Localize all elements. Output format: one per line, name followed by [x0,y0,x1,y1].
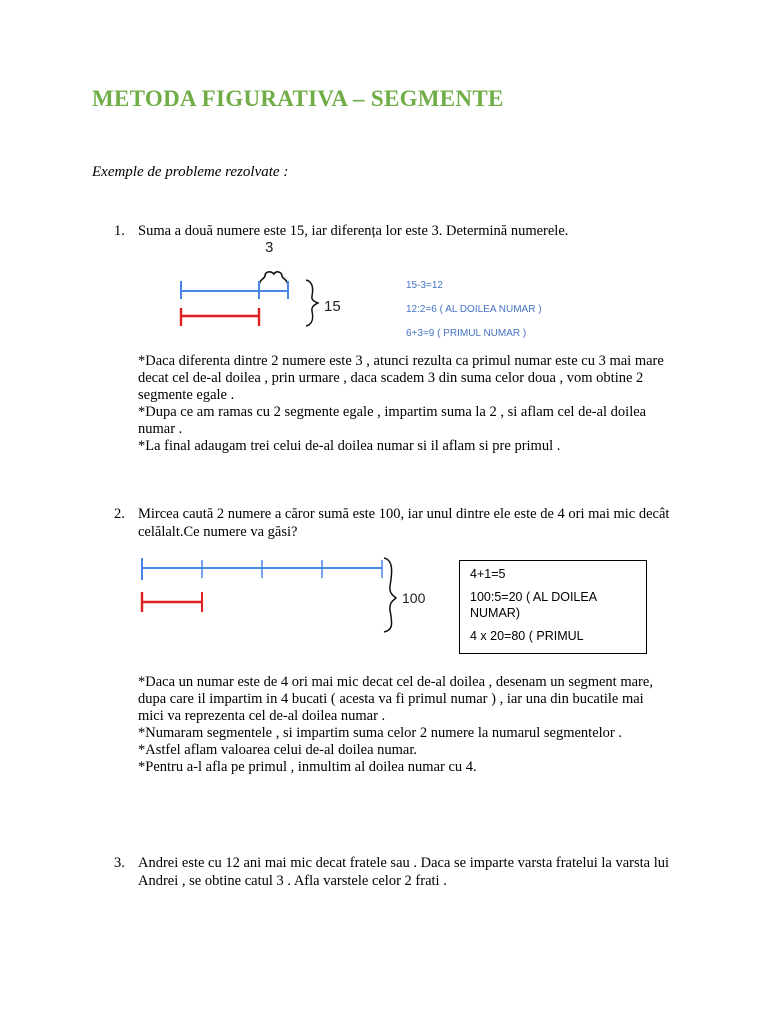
problem-1-statement: Suma a două numere este 15, iar diferența lor este 3. Determină numerele. [138,223,569,239]
problem-2-segment-diagram [132,552,432,636]
explanation-line: *Daca diferenta dintre 2 numere este 3 , atunci rezulta ca primul numar este cu 3 mai mare decat cel de-al doilea , prin urmare , daca scadem 3 din suma celor doua , vom obtine 2 segmente egale . [138,353,664,403]
problem-2-calc-box [459,560,647,654]
problem-1-explanation [138,353,678,455]
problem-1-calc-line-2: 12:2=6 ( AL DOILEA NUMAR ) [406,304,542,315]
explanation-line: *Astfel aflam valoarea celui de-al doilea numar. [138,742,417,758]
difference-brace [259,272,288,288]
problem-2-statement: Mircea caută 2 numere a căror sumă este 100, iar unul dintre ele este de 4 ori mai mic decât celălalt.Ce numere va găsi? [138,506,670,540]
problem-2-calc-line-2: 100:5=20 ( AL DOILEA NUMAR) [470,590,597,620]
explanation-line: *Dupa ce am ramas cu 2 segmente egale , impartim suma la 2 , si aflam cel de-al doilea numar . [138,404,647,437]
problem-2-number: 2. [114,506,125,522]
sum-brace [384,558,396,632]
difference-label: 3 [265,239,274,256]
explanation-line: *Numaram segmentele , si impartim suma celor 2 numere la numarul segmentelor . [138,725,622,741]
explanation-line: *La final adaugam trei celui de-al doilea numar si il aflam si pre primul . [138,438,561,454]
problem-1-calc-line-3: 6+3=9 ( PRIMUL NUMAR ) [406,328,527,339]
sum-brace [306,280,318,326]
problem-3-statement: Andrei este cu 12 ani mai mic decat fratele sau . Daca se imparte varsta fratelui la varsta lui Andrei , se obtine catul 3 . Afla varstele celor 2 frati . [138,855,670,889]
sum-label: 15 [324,298,341,315]
explanation-line: *Pentru a-l afla pe primul , inmultim al doilea numar cu 4. [138,759,477,775]
problem-2-calc-line-1: 4+1=5 [470,567,506,581]
page-title: METODA FIGURATIVA – SEGMENTE [92,86,504,111]
problem-3-number: 3. [114,855,125,871]
problem-2-calc-line-3: 4 x 20=80 ( PRIMUL [470,629,584,643]
problem-2-explanation [138,674,668,776]
explanation-line: *Daca un numar este de 4 ori mai mic decat cel de-al doilea , desenam un segment mare, dupa care il impartim in 4 bucati ( acesta va fi primul numar ) , iar una din bucatile mai mici va reprezenta cel de-al doilea numar . [138,674,653,724]
subtitle: Exemple de probleme rezolvate : [92,164,289,180]
problem-1-calc-line-1: 15-3=12 [406,280,443,291]
problem-1-number: 1. [114,223,125,239]
problem-1-segment-diagram [170,236,360,336]
sum-label: 100 [402,590,426,606]
